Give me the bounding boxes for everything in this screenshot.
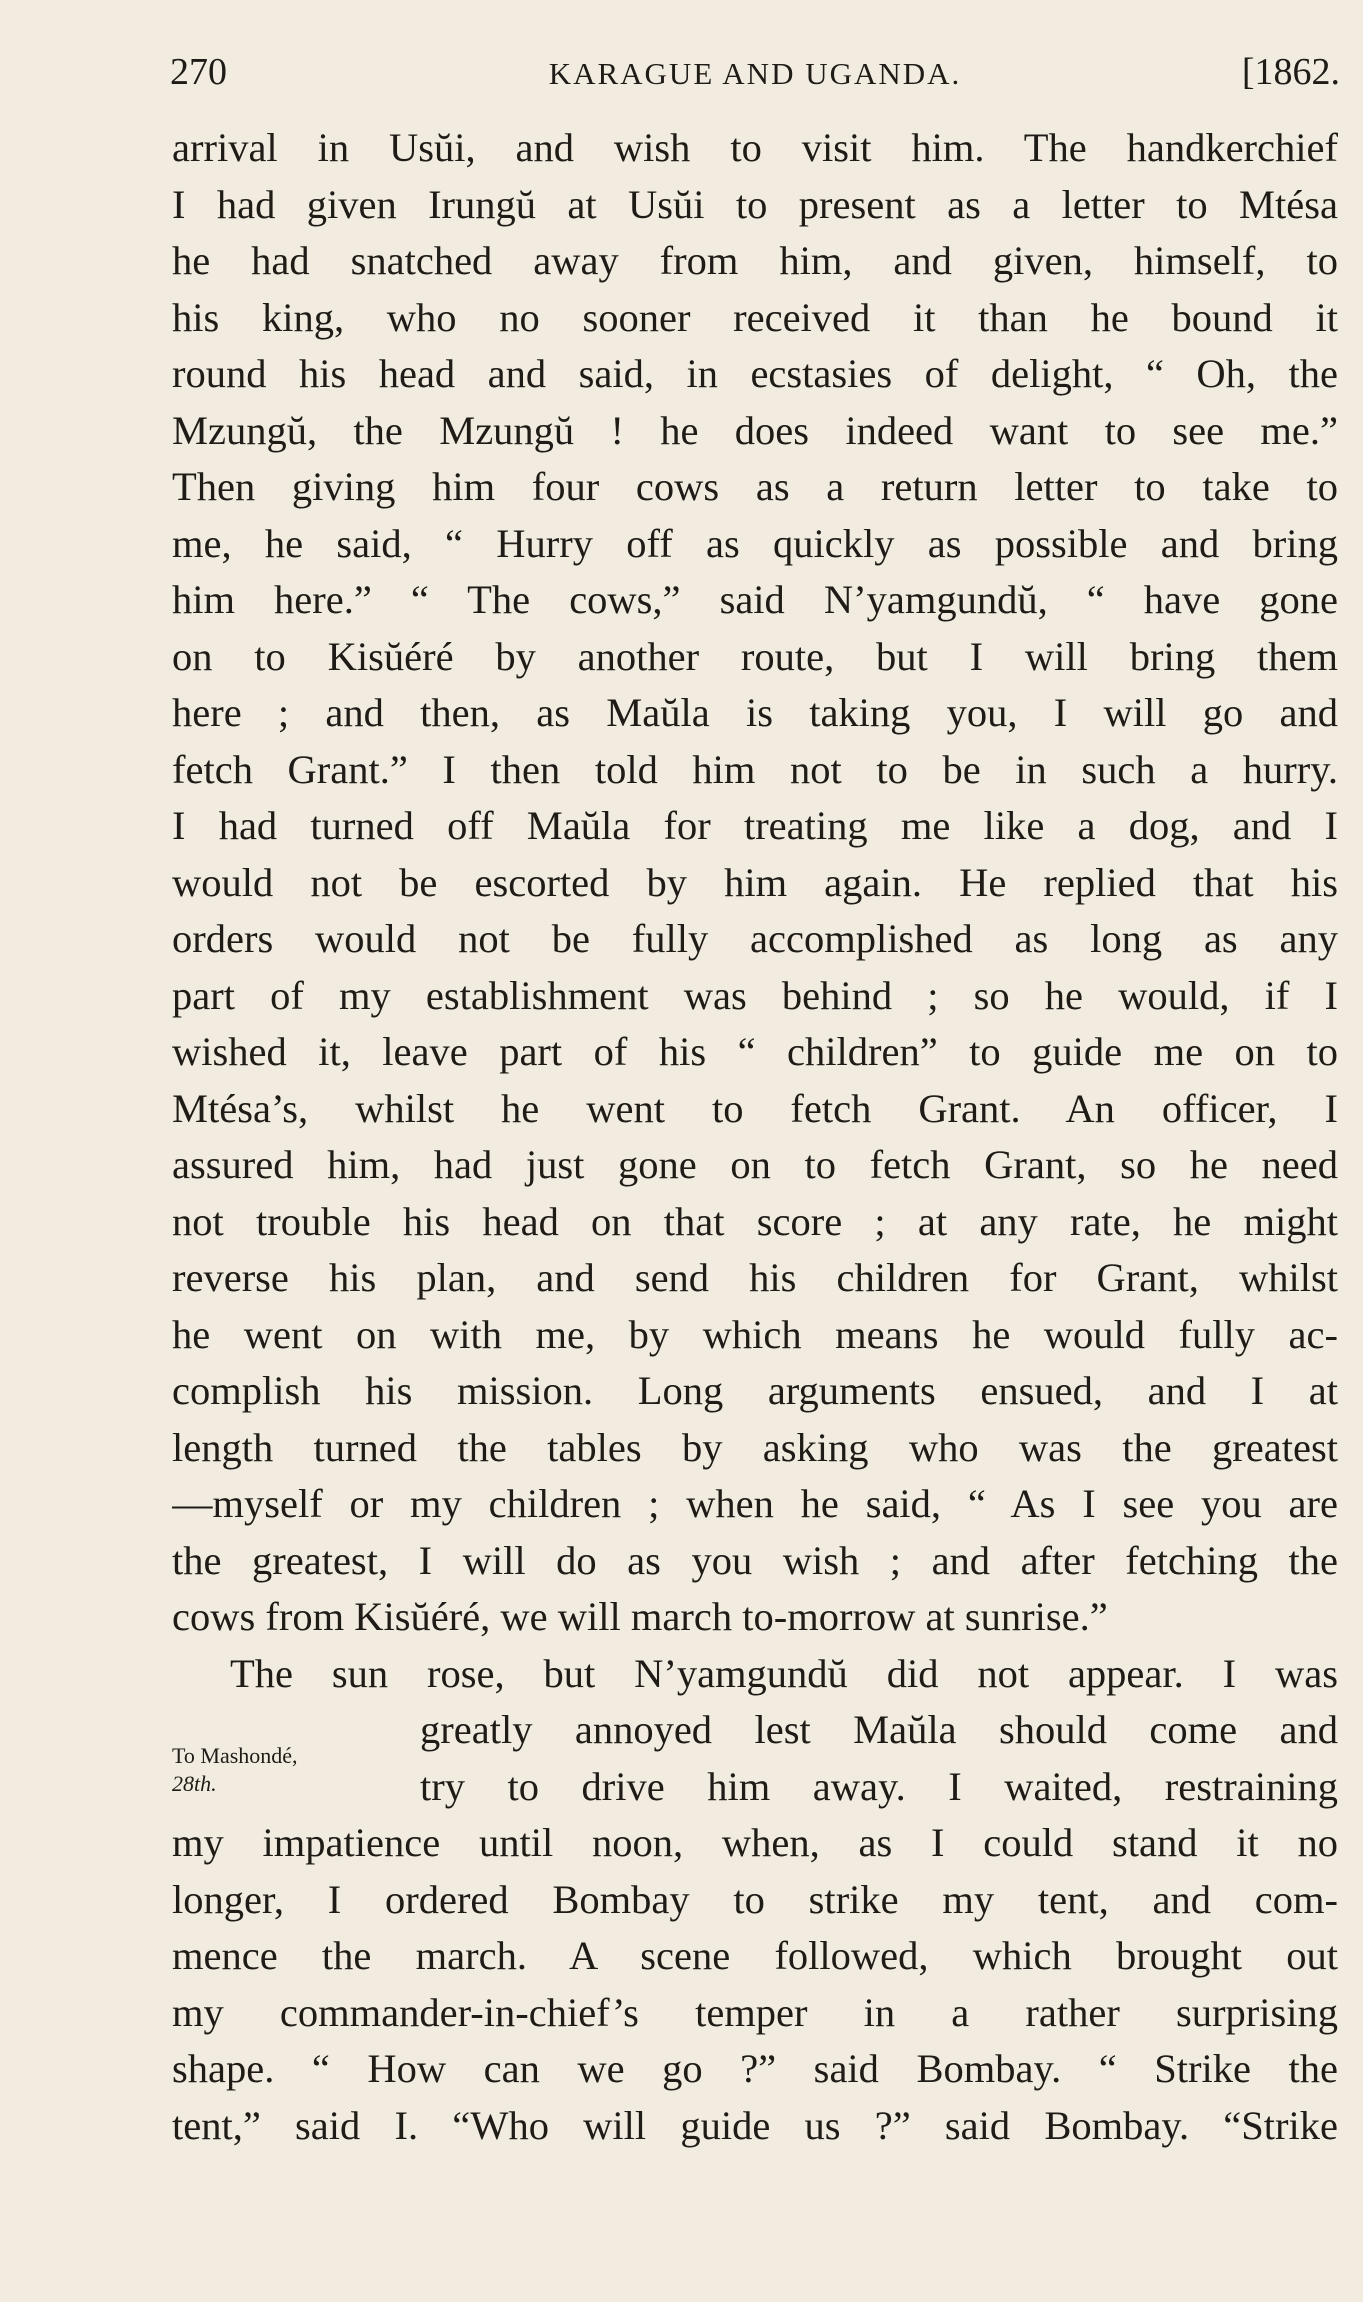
text-line: here ; and then, as Maŭla is taking you, I will go and — [172, 690, 1338, 735]
text-line: the greatest, I will do as you wish ; and after fetching the — [172, 1537, 1338, 1583]
text-line: try to drive him away. I waited, restraining — [420, 1763, 1338, 1809]
text-line: my impatience until noon, when, as I could stand it no — [172, 1820, 1338, 1865]
text-line: wished it, leave part of his “ children” to guide me on to — [172, 1029, 1338, 1074]
text-line: round his head and said, in ecstasies of delight, “ Oh, the — [172, 351, 1338, 396]
text-line: tent,” said I. “Who will guide us ?” said Bombay. “Strike — [172, 2102, 1338, 2148]
text-line: would not be escorted by him again. He replied that his — [172, 859, 1338, 905]
text-line: Mzungŭ, the Mzungŭ ! he does indeed want to see me.” — [172, 407, 1338, 453]
text-line: Mtésa’s, whilst he went to fetch Grant. An officer, I — [172, 1085, 1338, 1131]
text-line: longer, I ordered Bombay to strike my tent, and com- — [172, 1876, 1338, 1922]
text-line: orders would not be fully accomplished as long as any — [172, 916, 1338, 961]
margin-note-place: To Mashondé, — [172, 1743, 298, 1768]
text-line: his king, who no sooner received it than he bound it — [172, 294, 1338, 340]
text-line: cows from Kisŭéré, we will march to-morrow at sunrise.” — [172, 1594, 1108, 1639]
text-line: Then giving him four cows as a return letter to take to — [172, 464, 1338, 509]
running-header — [170, 46, 1340, 106]
text-line: he had snatched away from him, and given, himself, to — [172, 238, 1338, 283]
text-line: —myself or my children ; when he said, “ As I see you are — [172, 1481, 1338, 1526]
text-line: me, he said, “ Hurry off as quickly as possible and bring — [172, 520, 1338, 566]
text-line: he went on with me, by which means he would fully ac- — [172, 1311, 1338, 1357]
text-line: fetch Grant.” I then told him not to be in such a hurry. — [172, 746, 1338, 792]
text-line: assured him, had just gone on to fetch Grant, so he need — [172, 1142, 1338, 1187]
text-line: shape. “ How can we go ?” said Bombay. “ Strike the — [172, 2046, 1338, 2091]
text-line: reverse his plan, and send his children for Grant, whilst — [172, 1255, 1338, 1300]
running-title: KARAGUE AND UGANDA. — [548, 56, 962, 91]
text-line: mence the march. A scene followed, which brought out — [172, 1933, 1338, 1978]
text-line: complish his mission. Long arguments ensued, and I at — [172, 1368, 1338, 1413]
text-line: I had given Irungŭ at Usŭi to present as a letter to Mtésa — [172, 181, 1338, 227]
text-line: not trouble his head on that score ; at any rate, he might — [172, 1198, 1338, 1244]
text-line: length turned the tables by asking who was the greatest — [172, 1424, 1338, 1470]
text-line: I had turned off Maŭla for treating me like a dog, and I — [172, 803, 1338, 848]
running-year: [1862. — [1241, 51, 1340, 93]
text-line: on to Kisŭéré by another route, but I will bring them — [172, 633, 1338, 679]
text-line: part of my establishment was behind ; so he would, if I — [172, 972, 1338, 1018]
text-line: greatly annoyed lest Maŭla should come and — [420, 1707, 1338, 1752]
margin-note — [172, 1742, 298, 1798]
margin-note-date: 28th. — [172, 1771, 217, 1796]
text-line: The sun rose, but N’yamgundŭ did not appear. I was — [230, 1650, 1338, 1696]
text-line: arrival in Usŭi, and wish to visit him. The handkerchief — [172, 125, 1338, 170]
page-number: 270 — [170, 51, 227, 93]
text-line: him here.” “ The cows,” said N’yamgundŭ, “ have gone — [172, 577, 1338, 622]
text-line: my commander-in-chief’s temper in a rather surprising — [172, 1989, 1338, 2035]
